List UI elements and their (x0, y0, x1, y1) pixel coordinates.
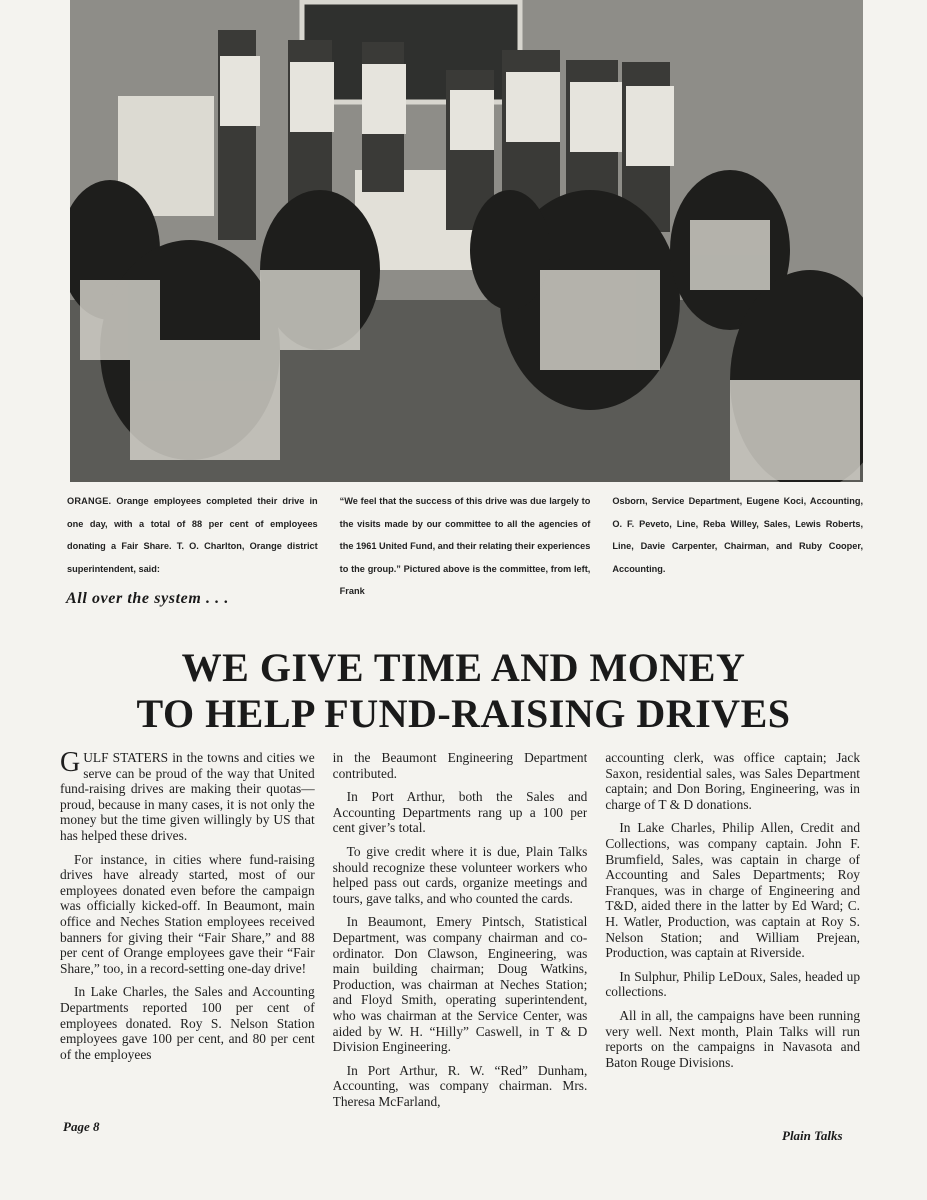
caption-lead: ORANGE. (67, 496, 112, 506)
paragraph: In Port Arthur, both the Sales and Accounting Departments rang up a 100 per cent giver’s total. (332, 789, 588, 836)
headline-line-2: TO HELP FUND-RAISING DRIVES (136, 691, 791, 736)
caption-column-2: “We feel that the success of this drive was due largely to the visits made by our committee to all the agencies of the 1961 United Fund, and their relating their experiences to the group.” Pictured above is the committee, from left, Frank (339, 496, 591, 596)
paragraph: in the Beaumont Engineering Department contributed. (332, 750, 588, 781)
kicker: All over the system . . . (66, 590, 229, 607)
article-column-3 (605, 750, 860, 1115)
paragraph: All in all, the campaigns have been running very well. Next month, Plain Talks will run reports on the campaigns in Navasota and Baton Rouge Divisions. (605, 1007, 861, 1070)
paragraph: In Beaumont, Emery Pintsch, Statistical Department, was company chairman and co-ordinator. Don Clawson, Engineering, was main building chairman; Doug Watkins, Production, was chairman at Neches Station; and Floyd Smith, operating superintendent, who was chairman at the Service Center, was aided by W. H. “Hilly” Caswell, in T & D Division Engineering. (332, 914, 588, 1055)
paragraph: In Lake Charles, the Sales and Accounting Departments reported 100 per cent of employees donated. Roy S. Nelson Station employees gave 100 per cent, and 80 per cent of the employees (60, 984, 315, 1062)
caption-column-1 (67, 490, 318, 603)
paragraph: accounting clerk, was office captain; Jack Saxon, residential sales, was Sales Department captain; and Don Boring, Engineering, was in charge of T & D donations. (605, 750, 861, 812)
paragraph (60, 750, 315, 844)
paragraph: In Lake Charles, Philip Allen, Credit and Collections, was company captain. John F. Brumfield, Sales, was captain in charge of Accounting and Sales Departments; Roy Franques, was in charge of Engineering and T&D, aided there in the latter by Ed Ward; C. H. Watler, Production, was captain at Roy S. Nelson Station; and William Prejean, Production, was captain at Riverside. (605, 820, 861, 961)
paragraph: For instance, in cities where fund-raising drives have already started, most of our employees donated even before the campaign was officially kicked-off. In Beaumont, main office and Neches Station employees received banners for giving their “Fair Share,” and 88 per cent of Orange employees gave their “Fair Share,” too, in a record-setting one-day drive! (60, 851, 315, 976)
headline-line-1: WE GIVE TIME AND MONEY (181, 645, 746, 690)
article-column-1 (60, 750, 315, 1115)
paragraph: In Port Arthur, R. W. “Red” Dunham, Accounting, was company chairman. Mrs. Theresa McFarland, (332, 1062, 588, 1109)
paragraph-text: ULF STATERS in the towns and cities we serve can be proud of the way that United fund-raising drives are making their quotas—proud, because in many cases, it is not only the money but the time given willingly by US that has helped these drives. (60, 750, 315, 843)
paragraph: In Sulphur, Philip LeDoux, Sales, headed up collections. (605, 968, 861, 1000)
article-body (60, 750, 860, 1115)
page-number: Page 8 (63, 1119, 100, 1134)
drop-cap: G (60, 750, 81, 778)
publication-name: Plain Talks (782, 1128, 843, 1143)
article-column-2 (333, 750, 588, 1115)
caption-text-1: Orange employees completed their drive in one day, with a total of 88 per cent of employees donating a Fair Share. T. O. Charlton, Orange district superintendent, said: (67, 496, 318, 574)
committee-photo (70, 0, 863, 482)
headline (60, 645, 867, 737)
photo-caption (67, 490, 863, 603)
paragraph: To give credit where it is due, Plain Talks should recognize these volunteer workers who helped pass out cards, organize meetings and tours, gave talks, and who counted the cards. (332, 843, 588, 906)
caption-column-3: Osborn, Service Department, Eugene Koci, Accounting, O. F. Peveto, Line, Reba Willey, Sales, Lewis Roberts, Line, Davie Carpenter, Chairman, and Ruby Cooper, Accounting. (612, 496, 864, 574)
